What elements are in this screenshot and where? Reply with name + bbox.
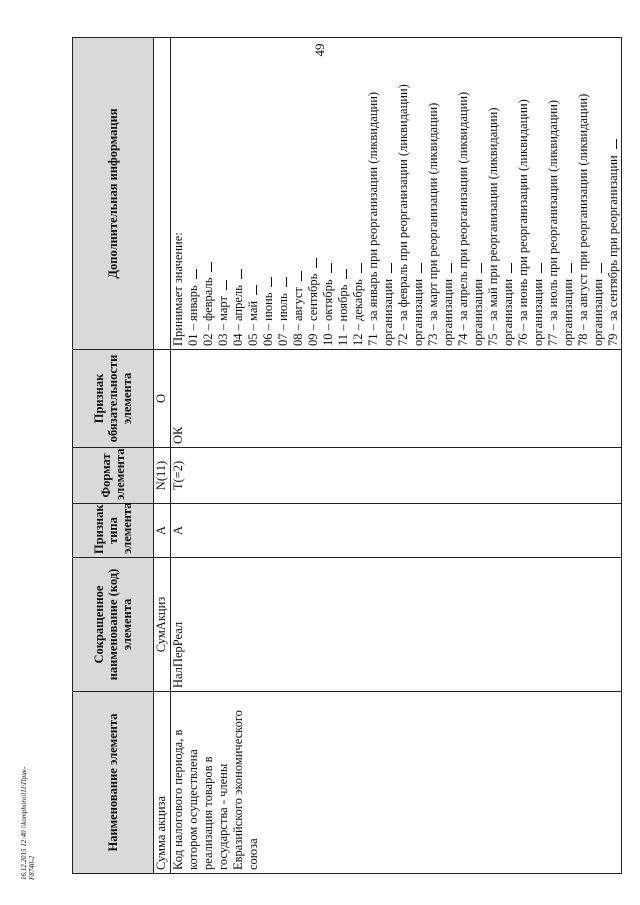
underline-mark — [561, 263, 572, 273]
value-code: 76 — [516, 333, 530, 346]
value-code: 05 — [246, 333, 260, 346]
value-text: за май при реорганизации (ликвидации) организации — [486, 107, 515, 346]
footer-note: 16.12.2015 12:40 \\komphoro\l11\Прик-F8740-2 — [20, 766, 36, 880]
cell-format: T(=2) — [171, 448, 622, 504]
value-list-item: 01 – январь — [186, 41, 201, 346]
value-text: за июнь при реорганизации (ликвидации) организации — [516, 99, 545, 346]
value-list-item: 09 – сентябрь — [306, 41, 321, 346]
underline-mark — [231, 269, 242, 279]
value-list-item: 78 – за август при реорганизации (ликвидации) организации — [576, 93, 605, 346]
value-code: 08 — [291, 333, 305, 346]
page-number: 49 — [312, 43, 327, 57]
value-code: 06 — [261, 333, 275, 346]
cell-name: Сумма акциза — [154, 692, 171, 874]
value-list-item: 79 – за сентябрь при реорганизации — [606, 41, 621, 346]
value-text: декабрь — [351, 279, 365, 321]
underline-mark — [261, 277, 272, 287]
value-list-item: 76 – за июнь при реорганизации (ликвидации) организации — [516, 99, 545, 346]
value-list-item: 71 – за январь при реорганизации (ликвидации) организации — [366, 91, 395, 346]
value-code: 07 — [276, 333, 290, 346]
underline-mark — [411, 263, 422, 273]
cell-type: А — [154, 504, 171, 558]
underline-mark — [291, 271, 302, 281]
value-list-item: 08 – август — [291, 41, 306, 346]
value-list-item: 74 – за апрель при реорганизации (ликвидации) организации — [456, 91, 485, 346]
table-row — [154, 38, 171, 874]
value-code: 72 — [396, 333, 410, 346]
underline-mark — [336, 269, 347, 279]
element-table-wrapper — [72, 38, 620, 874]
value-code: 01 — [186, 333, 200, 346]
value-text: за январь при реорганизации (ликвидации) организации — [366, 91, 395, 346]
underline-mark — [591, 263, 602, 273]
value-text: июнь — [261, 292, 275, 321]
value-text: за февраль при реорганизации (ликвидации) организации — [396, 84, 425, 346]
value-text: за март при реорганизации (ликвидации) организации — [426, 102, 455, 346]
underline-mark — [471, 263, 482, 273]
value-list-item: 03 – март — [216, 41, 231, 346]
value-text: март — [216, 296, 230, 321]
header-element-name: Наименование элемента — [73, 692, 154, 874]
underline-mark — [441, 263, 452, 273]
value-text: апрель — [231, 285, 245, 321]
value-code: 74 — [456, 333, 470, 346]
value-text: за апрель при реорганизации (ликвидации) организации — [456, 91, 485, 346]
table-row — [171, 38, 622, 874]
underline-mark — [606, 139, 617, 149]
value-list-item: 07 – июль — [276, 41, 291, 346]
value-code: 73 — [426, 333, 440, 346]
info-intro: Принимает значение: — [171, 232, 185, 346]
cell-type: А — [171, 504, 622, 558]
value-text: ноябрь — [336, 284, 350, 322]
underline-mark — [351, 263, 362, 273]
header-additional-info: Дополнительная информация — [73, 38, 154, 350]
value-text: май — [246, 300, 260, 321]
cell-name: Код налогового периода, в котором осуществлена реализация товаров в государства - члены Евразийского экономического союза — [171, 692, 622, 874]
value-code: 12 — [351, 333, 365, 346]
cell-code: НалПерРеал — [171, 558, 622, 692]
underline-mark — [531, 263, 542, 273]
underline-mark — [216, 280, 227, 290]
value-list-item: 72 – за февраль при реорганизации (ликвидации) организации — [396, 84, 425, 346]
value-text: октябрь — [321, 279, 335, 321]
value-text: сентябрь — [306, 273, 320, 321]
header-element-required: Признак обязательности элемента — [73, 350, 154, 448]
value-text: февраль — [201, 277, 215, 321]
value-list-item: 73 – за март при реорганизации (ликвидации) организации — [426, 102, 455, 346]
value-code: 77 — [546, 333, 560, 346]
value-code: 04 — [231, 333, 245, 346]
cell-format: N(11) — [154, 448, 171, 504]
element-table — [72, 37, 622, 874]
value-code: 10 — [321, 333, 335, 346]
cell-info — [171, 38, 622, 350]
value-code: 71 — [366, 333, 380, 346]
underline-mark — [306, 258, 317, 268]
value-code: 79 — [606, 333, 620, 346]
value-list-item: 04 – апрель — [231, 41, 246, 346]
value-list — [186, 41, 621, 346]
underline-mark — [501, 263, 512, 273]
value-list-item: 05 – май — [246, 41, 261, 346]
header-element-type: Признак типа элемента — [73, 504, 154, 558]
underline-mark — [381, 263, 392, 273]
value-list-item: 75 – за май при реорганизации (ликвидации) организации — [486, 107, 515, 346]
underline-mark — [246, 285, 257, 295]
underline-mark — [201, 262, 212, 272]
value-code: 78 — [576, 333, 590, 346]
header-element-code: Сокращенное наименование (код) элемента — [73, 558, 154, 692]
value-list-item: 06 – июнь — [261, 41, 276, 346]
underline-mark — [186, 269, 197, 279]
cell-required: ОК — [171, 350, 622, 448]
value-code: 09 — [306, 333, 320, 346]
value-text: июль — [276, 293, 290, 321]
value-list-item: 11 – ноябрь — [336, 41, 351, 346]
cell-code: СумАкциз — [154, 558, 171, 692]
underline-mark — [321, 263, 332, 273]
value-text: за июль при реорганизации (ликвидации) организации — [546, 99, 575, 346]
value-code: 03 — [216, 333, 230, 346]
value-text: за август при реорганизации (ликвидации) организации — [576, 93, 605, 346]
value-code: 75 — [486, 333, 500, 346]
value-list-item: 02 – февраль — [201, 41, 216, 346]
value-text: январь — [186, 285, 200, 321]
table-header-row — [73, 38, 154, 874]
cell-info — [154, 38, 171, 350]
value-text: август — [291, 287, 305, 321]
header-element-format: Формат элемента — [73, 448, 154, 504]
value-code: 11 — [336, 333, 350, 346]
cell-required: О — [154, 350, 171, 448]
value-list-item: 10 – октябрь — [321, 41, 336, 346]
value-text: за сентябрь при реорганизации — [606, 155, 620, 321]
value-list-item: 12 – декабрь — [351, 41, 366, 346]
underline-mark — [276, 277, 287, 287]
value-list-item: 77 – за июль при реорганизации (ликвидации) организации — [546, 99, 575, 346]
value-code: 02 — [201, 333, 215, 346]
